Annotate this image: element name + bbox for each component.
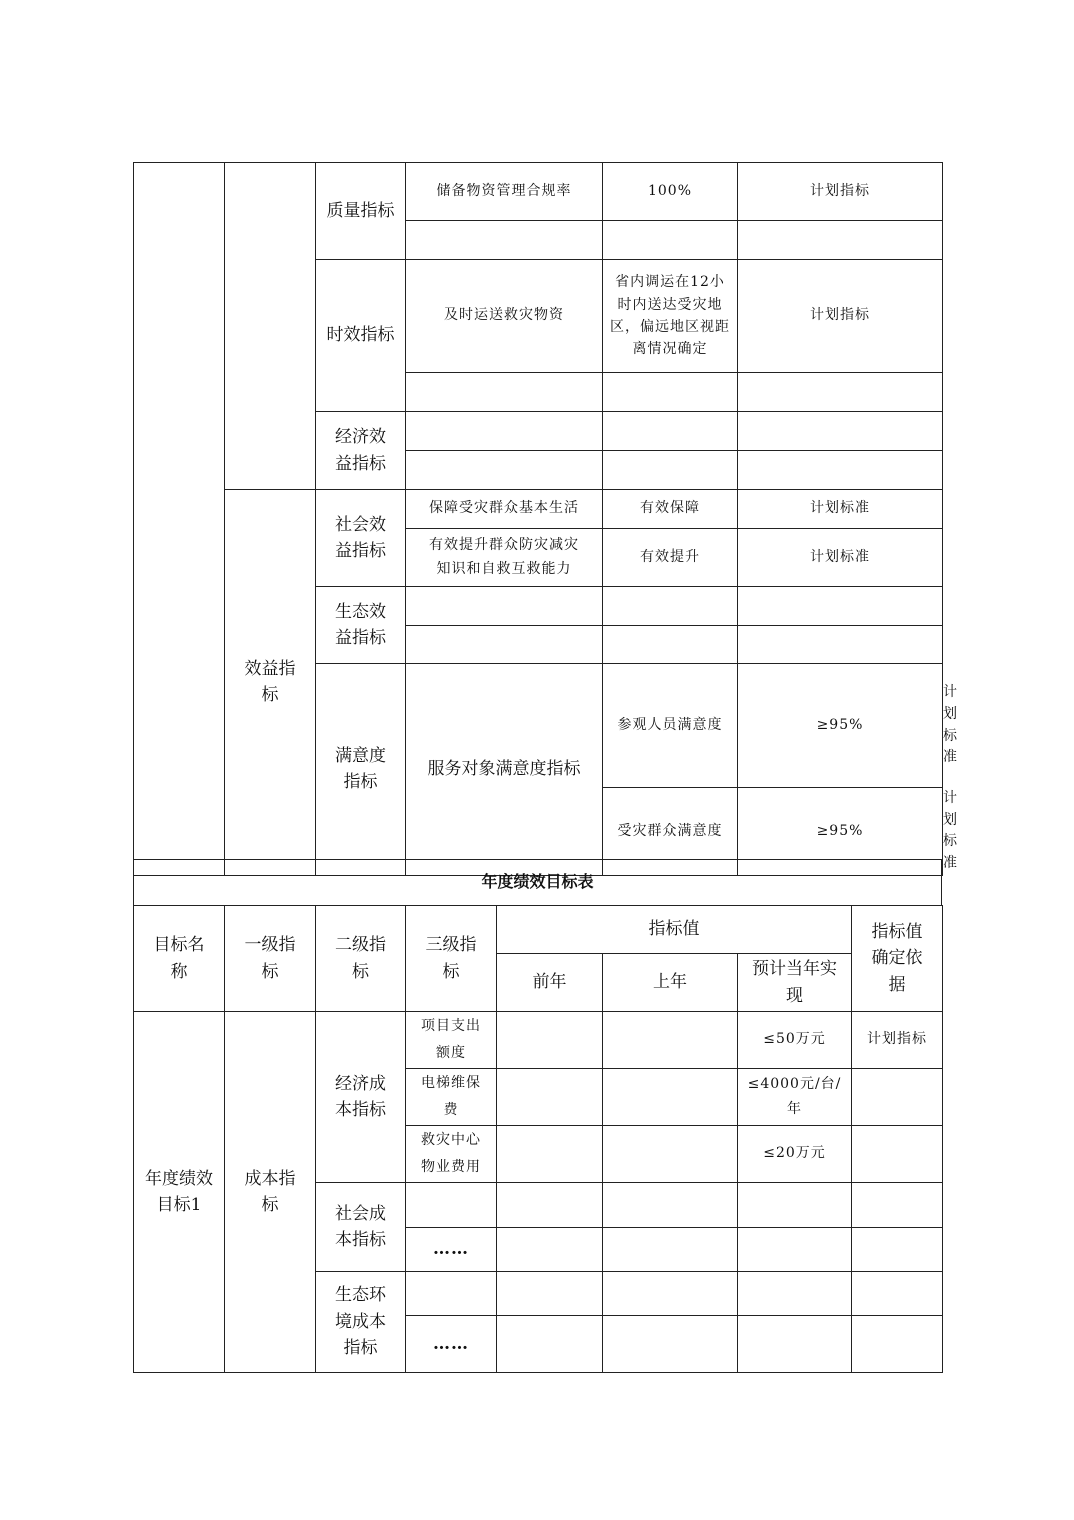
empty-cell — [738, 1272, 852, 1316]
indicator-value: ≥95% — [738, 788, 943, 876]
header-target-name: 目标名称 — [134, 906, 225, 1012]
expected-value: ≤50万元 — [738, 1012, 852, 1069]
empty-cell — [603, 1069, 738, 1126]
empty-cell — [603, 1183, 738, 1228]
empty-cell — [603, 1228, 738, 1272]
empty-cell — [738, 221, 943, 260]
empty-cell — [738, 1316, 852, 1373]
indicator-name: 项目支出额度 — [406, 1012, 497, 1069]
empty-cell — [852, 1183, 943, 1228]
empty-cell — [603, 626, 738, 664]
economic-benefit-label: 经济效益指标 — [316, 412, 406, 490]
empty-cell — [603, 1126, 738, 1183]
header-expected: 预计当年实现 — [738, 954, 852, 1012]
header-indicator-value: 指标值 — [497, 906, 852, 954]
empty-cell — [603, 1316, 738, 1373]
empty-cell — [497, 1183, 603, 1228]
indicator-name: 救灾中心物业费用 — [406, 1126, 497, 1183]
placeholder-ellipsis: …… — [406, 1228, 497, 1272]
indicator-basis: 计划指标 — [738, 260, 943, 373]
header-last-year: 上年 — [603, 954, 738, 1012]
empty-cell — [738, 587, 943, 626]
indicator-value: 有效保障 — [603, 490, 738, 529]
ecological-benefit-label: 生态效益指标 — [316, 587, 406, 664]
empty-cell — [406, 1183, 497, 1228]
indicator-basis — [852, 1069, 943, 1126]
benefit-indicator-label: 效益指标 — [225, 490, 316, 876]
empty-cell — [852, 1228, 943, 1272]
empty-cell — [497, 1316, 603, 1373]
economic-cost-label: 经济成本指标 — [316, 1012, 406, 1183]
empty-cell — [603, 221, 738, 260]
empty-cell — [406, 587, 603, 626]
empty-cell — [497, 1126, 603, 1183]
header-level3: 三级指标 — [406, 906, 497, 1012]
header-prev-year: 前年 — [497, 954, 603, 1012]
indicator-name: 有效提升群众防灾减灾知识和自救互救能力 — [406, 529, 603, 587]
empty-cell — [603, 587, 738, 626]
empty-cell — [738, 626, 943, 664]
annual-title-table — [133, 859, 942, 906]
indicator-name: 受灾群众满意度 — [603, 788, 738, 876]
annual-table-title: 年度绩效目标表 — [134, 860, 942, 906]
indicator-basis: 计划指标 — [738, 163, 943, 221]
empty-cell — [497, 1228, 603, 1272]
empty-cell — [497, 1272, 603, 1316]
performance-indicator-table-continued: 质量指标 储备物资管理合规率 100% 计划指标 时效指标 及时运送救灾物资 省内调运在12小时内送达受灾地区，偏远地区视距离情况确定 计划指标 经济效益指标 效益指标 社会效益指标 保障受灾群众基本生活 有效保障 计划标准 有效提升群众防灾减灾知识和自救互救能力 有效提升 计划标准 生态效益指标 满意度指标 服务对象满意度指标 参观人员满意度 ≥95% 计划标准 受灾群众满意度 ≥95% 计划标准 — [133, 162, 943, 876]
cost-indicator-label: 成本指标 — [225, 1012, 316, 1373]
empty-cell — [603, 412, 738, 451]
empty-cell — [738, 1183, 852, 1228]
empty-cell — [738, 412, 943, 451]
target-name-cell — [134, 163, 225, 876]
empty-cell — [852, 1316, 943, 1373]
empty-cell — [603, 1012, 738, 1069]
header-basis: 指标值确定依据 — [852, 906, 943, 1012]
indicator-basis: 计划标准 — [738, 490, 943, 529]
service-satisfaction-label: 服务对象满意度指标 — [406, 664, 603, 876]
satisfaction-indicator-label: 满意度指标 — [316, 664, 406, 876]
indicator-value: 100% — [603, 163, 738, 221]
empty-cell — [603, 373, 738, 412]
placeholder-ellipsis: …… — [406, 1316, 497, 1373]
level1-cell — [225, 163, 316, 490]
indicator-basis — [852, 1126, 943, 1183]
social-benefit-label: 社会效益指标 — [316, 490, 406, 587]
empty-cell — [497, 1069, 603, 1126]
empty-cell — [406, 451, 603, 490]
timeliness-indicator-label: 时效指标 — [316, 260, 406, 412]
empty-cell — [406, 412, 603, 451]
empty-cell — [852, 1272, 943, 1316]
empty-cell — [497, 1012, 603, 1069]
empty-cell — [406, 1272, 497, 1316]
empty-cell — [406, 626, 603, 664]
empty-cell — [738, 1228, 852, 1272]
empty-cell — [738, 373, 943, 412]
expected-value: ≤20万元 — [738, 1126, 852, 1183]
indicator-name: 储备物资管理合规率 — [406, 163, 603, 221]
quality-indicator-label: 质量指标 — [316, 163, 406, 260]
header-level2: 二级指标 — [316, 906, 406, 1012]
eco-cost-label: 生态环境成本指标 — [316, 1272, 406, 1373]
annual-performance-table — [133, 905, 943, 1373]
empty-cell — [406, 221, 603, 260]
indicator-name: 保障受灾群众基本生活 — [406, 490, 603, 529]
indicator-name: 及时运送救灾物资 — [406, 260, 603, 373]
header-level1: 一级指标 — [225, 906, 316, 1012]
social-cost-label: 社会成本指标 — [316, 1183, 406, 1272]
empty-cell — [406, 373, 603, 412]
indicator-name: 电梯维保费 — [406, 1069, 497, 1126]
indicator-value: 有效提升 — [603, 529, 738, 587]
indicator-name: 参观人员满意度 — [603, 664, 738, 788]
indicator-value: 省内调运在12小时内送达受灾地区，偏远地区视距离情况确定 — [603, 260, 738, 373]
empty-cell — [738, 451, 943, 490]
indicator-value: ≥95% — [738, 664, 943, 788]
annual-target-name: 年度绩效目标1 — [134, 1012, 225, 1373]
indicator-basis: 计划指标 — [852, 1012, 943, 1069]
indicator-basis: 计划标准 — [738, 529, 943, 587]
empty-cell — [603, 451, 738, 490]
empty-cell — [603, 1272, 738, 1316]
expected-value: ≤4000元/台/年 — [738, 1069, 852, 1126]
